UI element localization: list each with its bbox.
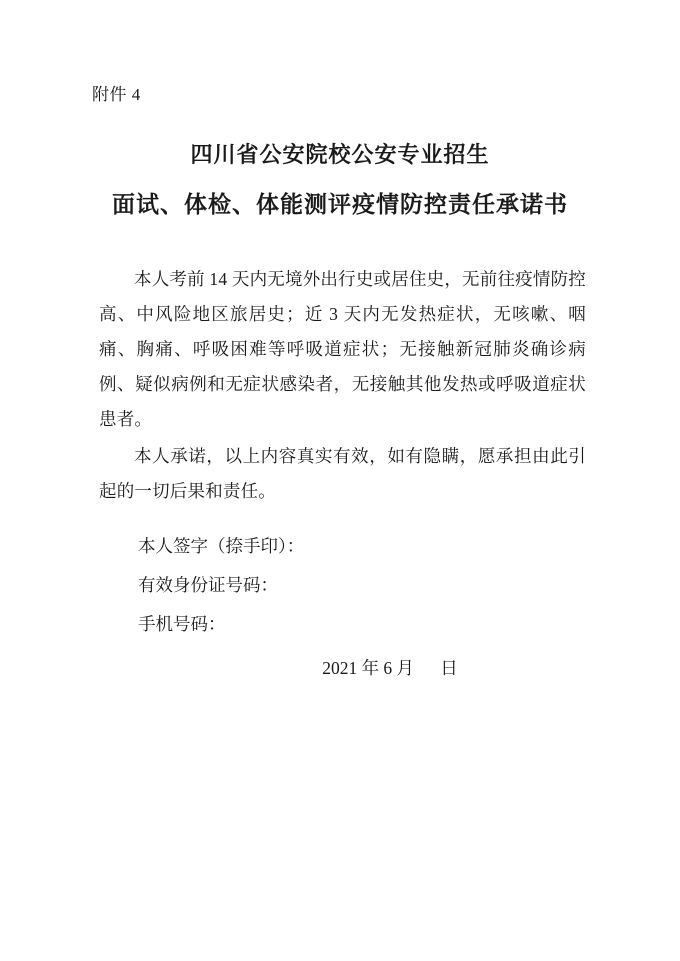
- document-body: [99, 262, 586, 511]
- signature-field-id-number: 有效身份证号码：: [138, 575, 278, 595]
- attachment-label: 附件 4: [92, 85, 141, 104]
- date-line: 2021 年 6 月 日: [322, 658, 458, 678]
- document-title: [0, 130, 680, 230]
- signature-section: [138, 527, 588, 644]
- date-section: [0, 655, 680, 680]
- body-paragraph-1: 本人考前 14 天内无境外出行史或居住史，无前往疫情防控高、中风险地区旅居史；近 3 天内无发热症状，无咳嗽、咽痛、胸痛、呼吸困难等呼吸道症状；无接触新冠肺炎确诊病例、疑似病例和无症状感染者，无接触其他发热或呼吸道症状患者。: [99, 269, 586, 429]
- signature-field-name: 本人签字（捺手印）：: [138, 536, 305, 556]
- title-line-1: 四川省公安院校公安专业招生: [190, 142, 490, 167]
- body-paragraph-2: 本人承诺，以上内容真实有效，如有隐瞒，愿承担由此引起的一切后果和责任。: [99, 446, 586, 501]
- signature-field-phone: 手机号码：: [138, 614, 226, 634]
- title-line-2: 面试、体检、体能测评疫情防控责任承诺书: [112, 192, 568, 217]
